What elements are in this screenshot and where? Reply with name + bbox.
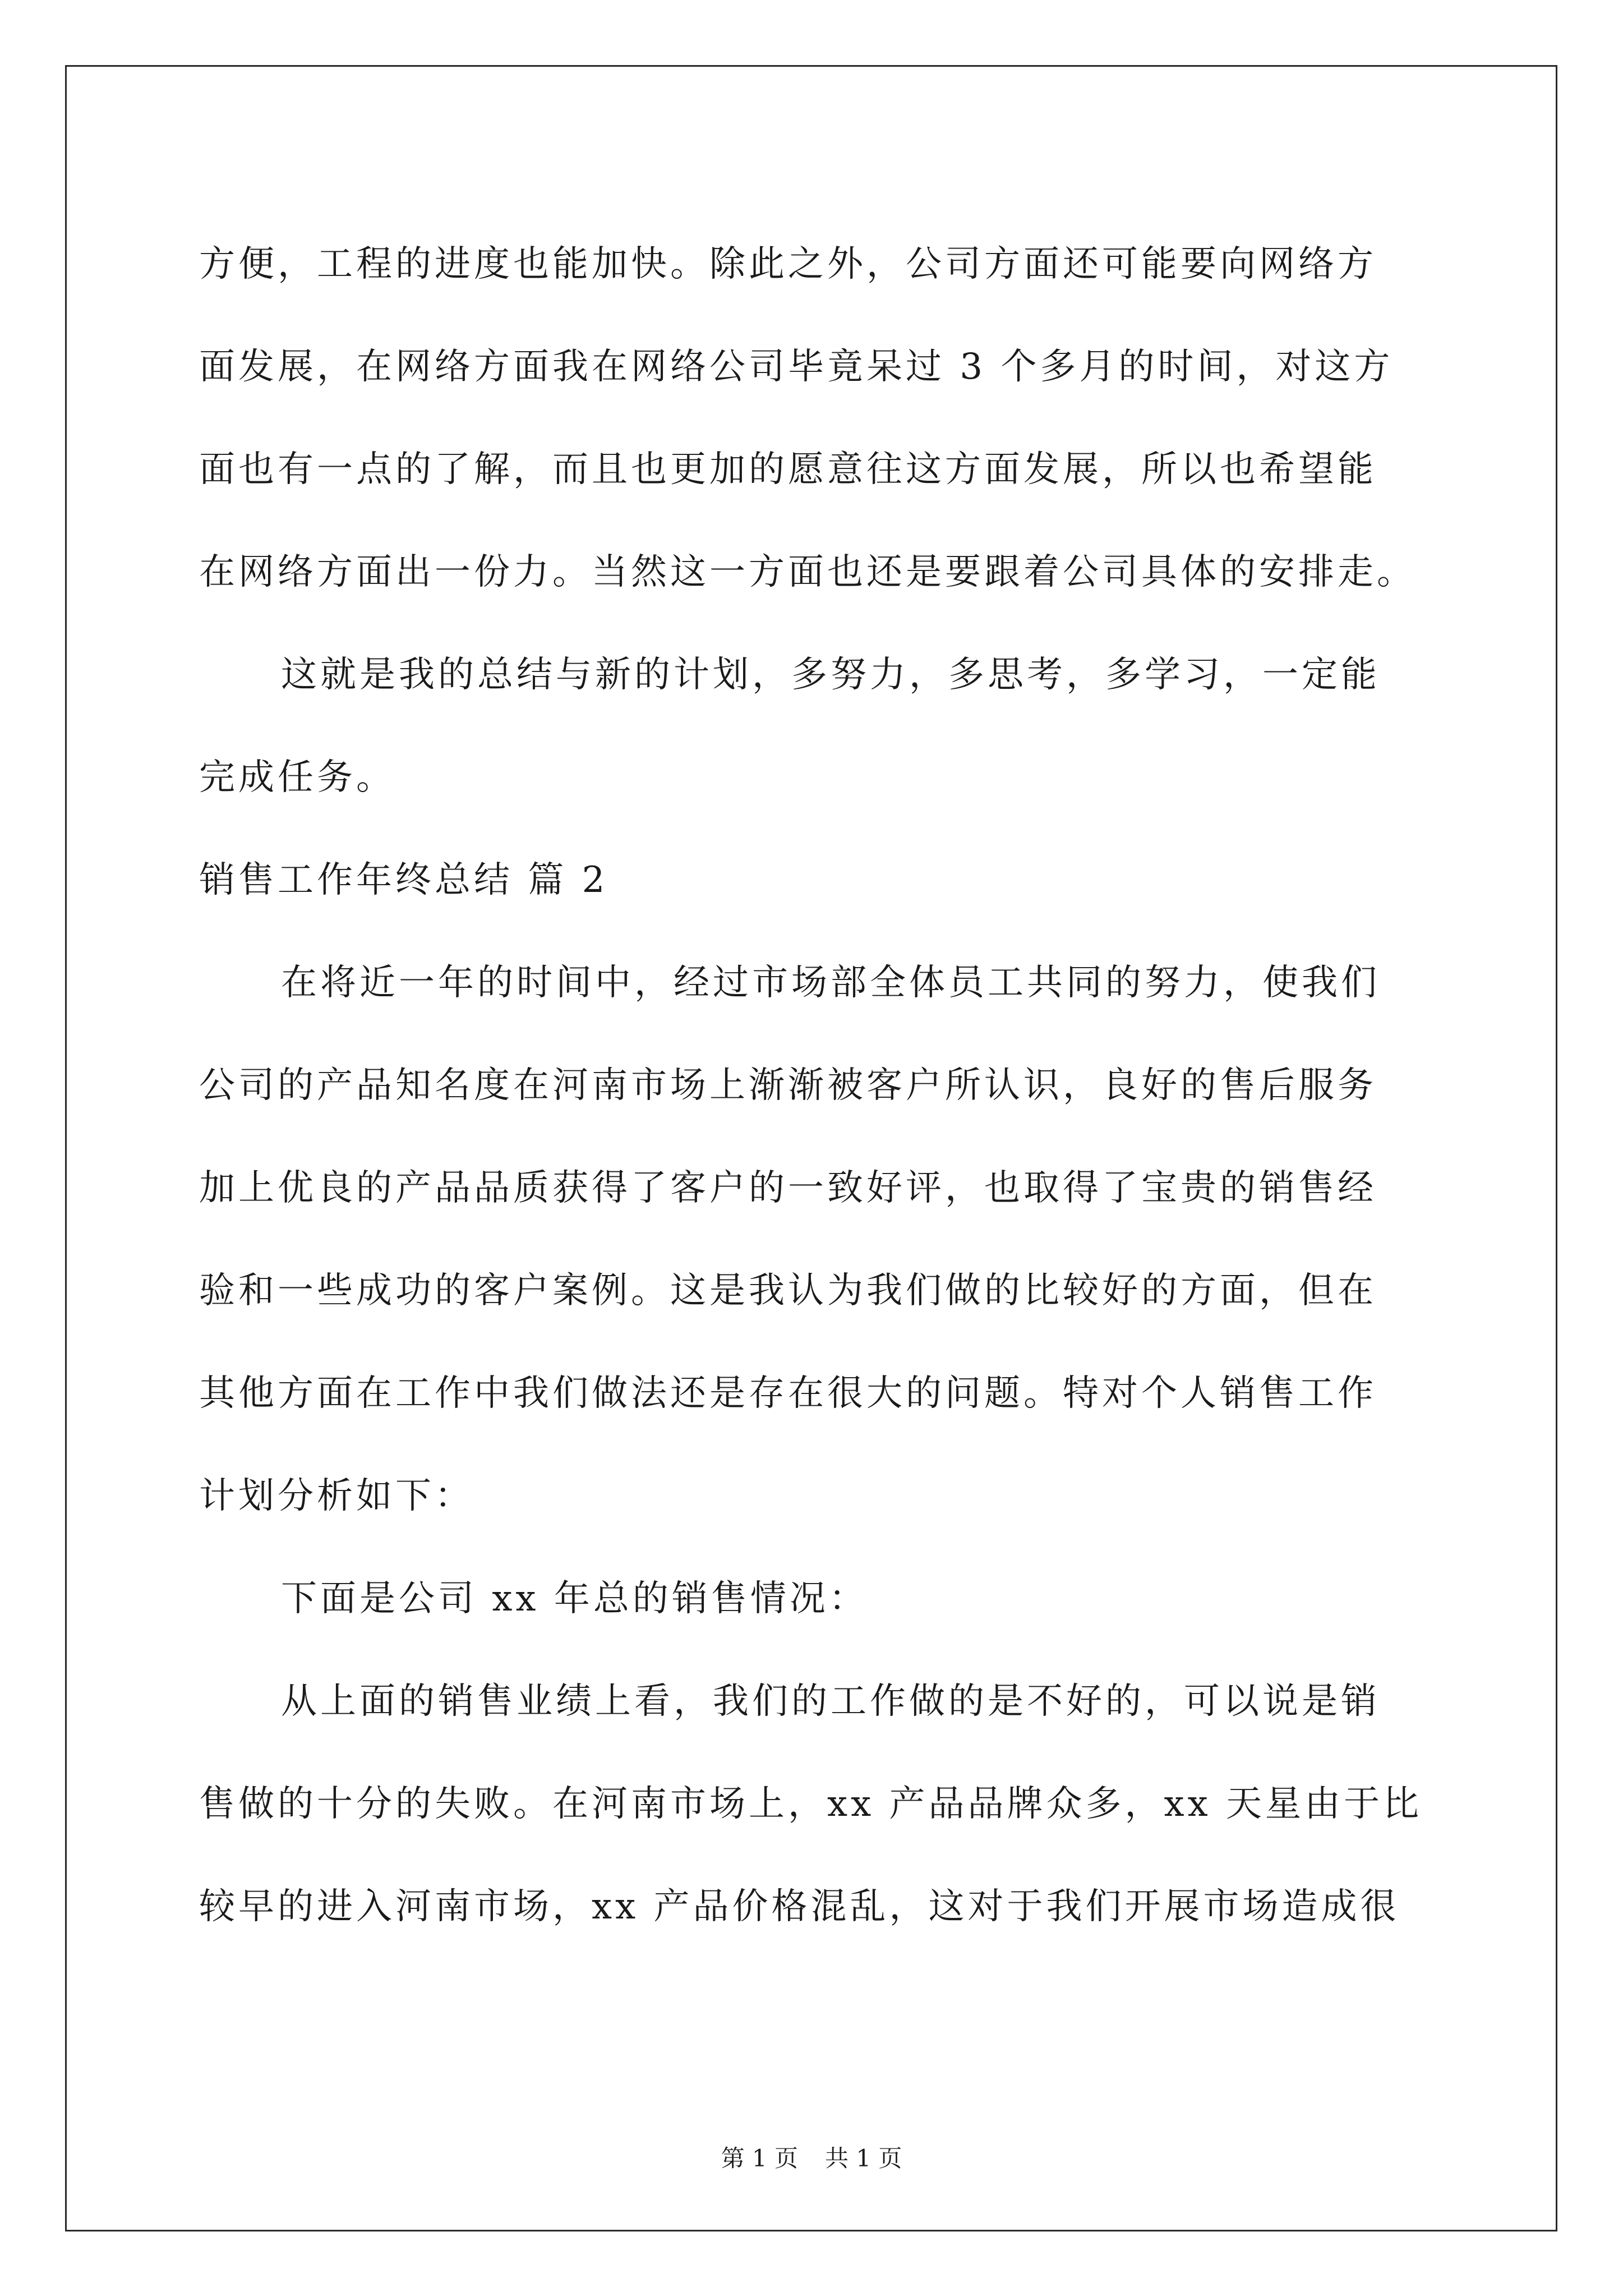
page-footer [0, 2140, 1623, 2174]
paragraph-line: 验和一些成功的客户案例。这是我认为我们做的比较好的方面，但在 [199, 1270, 1377, 1312]
paragraph-line: 完成任务。 [199, 757, 395, 798]
paragraph-line: 下面是公司 xx 年总的销售情况： [281, 1578, 868, 1619]
page-total: 共 1 页 [825, 2145, 902, 2172]
page-number: 第 1 页 [721, 2145, 798, 2172]
paragraph-line: 从上面的销售业绩上看，我们的工作做的是不好的，可以说是销 [281, 1681, 1380, 1722]
section-heading: 销售工作年终总结 篇 2 [199, 859, 608, 901]
paragraph-line: 较早的进入河南市场，xx 产品价格混乱，这对于我们开展市场造成很 [199, 1886, 1400, 1927]
paragraph-line: 公司的产品知名度在河南市场上渐渐被客户所认识，良好的售后服务 [199, 1065, 1377, 1106]
paragraph-line: 面也有一点的了解，而且也更加的愿意往这方面发展，所以也希望能 [199, 449, 1377, 490]
paragraph-line: 这就是我的总结与新的计划，多努力，多思考，多学习，一定能 [281, 654, 1380, 696]
paragraph-line: 在将近一年的时间中，经过市场部全体员工共同的努力，使我们 [281, 962, 1380, 1004]
paragraph-line: 计划分析如下： [199, 1475, 474, 1517]
paragraph-line: 加上优良的产品品质获得了客户的一致好评，也取得了宝贵的销售经 [199, 1167, 1377, 1209]
paragraph-line: 其他方面在工作中我们做法还是存在很大的问题。特对个人销售工作 [199, 1373, 1377, 1414]
paragraph-line: 在网络方面出一份力。当然这一方面也还是要跟着公司具体的安排走。 [199, 551, 1416, 593]
paragraph-line: 售做的十分的失败。在河南市场上，xx 产品品牌众多，xx 天星由于比 [199, 1783, 1423, 1825]
paragraph-line: 方便，工程的进度也能加快。除此之外，公司方面还可能要向网络方 [199, 243, 1377, 285]
document-body [199, 213, 1433, 1958]
paragraph-line: 面发展，在网络方面我在网络公司毕竟呆过 3 个多月的时间，对这方 [199, 346, 1394, 388]
